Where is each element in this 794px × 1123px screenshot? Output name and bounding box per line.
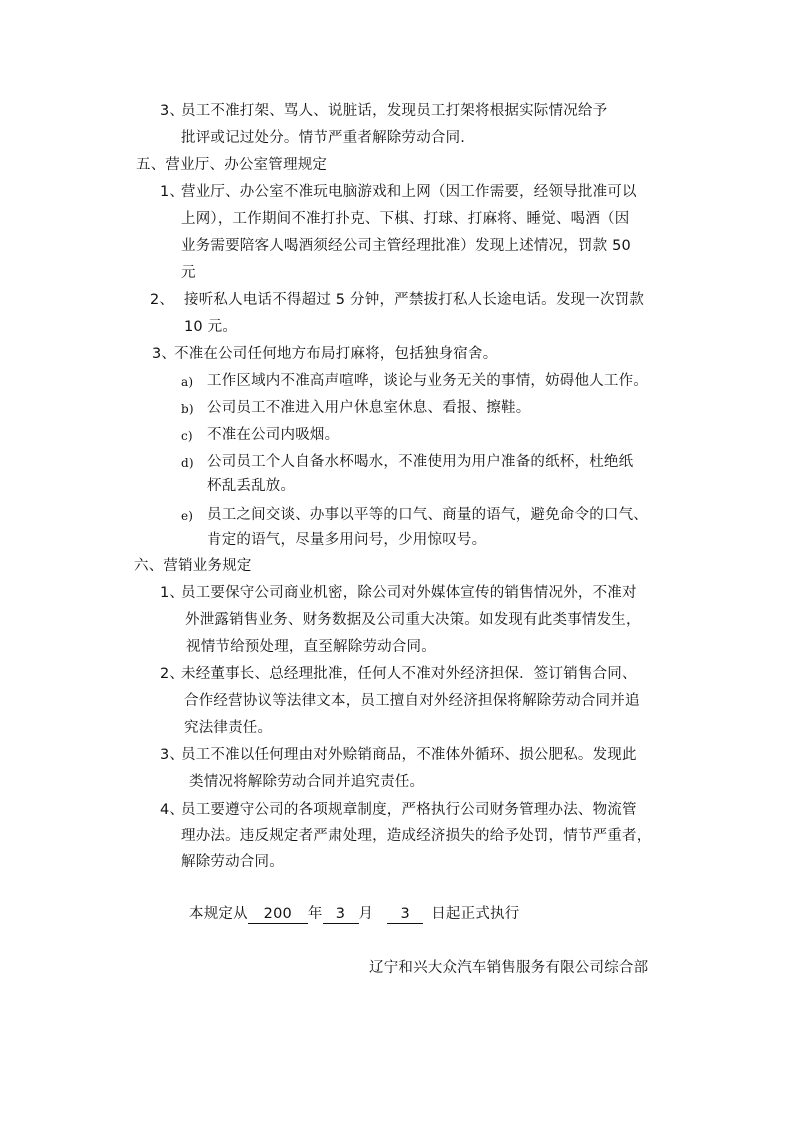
sec5-item2-line1: 接听私人电话不得超过 5 分钟，严禁拔打私人长途电话。发现一次罚款 — [184, 292, 645, 308]
sec5-item1-line3: 业务需要陪客人喝酒须经公司主管经理批准）发现上述情况，罚款 50 — [181, 238, 631, 254]
sec6-item1-line2: 外泄露销售业务、财务数据及公司重大决策。如发现有此类事情发生， — [185, 612, 641, 628]
effective-month-blank: 3 — [323, 905, 359, 924]
sec4-item3-number: 3、 — [160, 103, 185, 119]
effective-day-blank: 3 — [387, 905, 423, 924]
effective-month-unit: 月 — [358, 906, 374, 922]
sec6-item4-line1: 员工要遵守公司的各项规章制度，严格执行公司财务管理办法、物流管 — [181, 802, 637, 818]
sec6-item1-line3: 视情节给预处理，直至解除劳动合同。 — [186, 639, 436, 655]
sec5-sub-b-line1: 公司员工不准进入用户休息室休息、看报、擦鞋。 — [207, 400, 531, 416]
sec5-sub-c-line1: 不准在公司内吸烟。 — [207, 427, 340, 443]
signature-department: 辽宁和兴大众汽车销售服务有限公司综合部 — [369, 960, 649, 976]
sec6-item3-number: 3、 — [160, 747, 185, 763]
sec6-item3-line2: 类情况将解除劳动合同并追究责任。 — [189, 774, 425, 790]
sec6-item4-line3: 解除劳动合同。 — [181, 854, 284, 870]
sec5-sub-a-line1: 工作区域内不准高声喧哗，谈论与业务无关的事情，妨碍他人工作。 — [207, 373, 648, 389]
sec5-item1-line4: 元 — [181, 265, 196, 281]
sec4-item3-line1: 员工不准打架、骂人、说脏话，发现员工打架将根据实际情况给予 — [181, 103, 608, 119]
sec5-item1-number: 1、 — [160, 184, 185, 200]
sec6-item3-line1: 员工不准以任何理由对外赊销商品，不准体外循环、损公肥私。发现此 — [181, 747, 637, 763]
sec6-item2-number: 2、 — [160, 666, 185, 682]
sec6-item2-line2: 合作经营协议等法律文本，员工擅自对外经济担保将解除劳动合同并追 — [184, 693, 640, 709]
sec6-heading: 六、营销业务规定 — [134, 558, 252, 574]
sec5-sub-b-label: b) — [181, 402, 194, 416]
effective-suffix: 日起正式执行 — [431, 906, 520, 922]
sec6-item2-line1: 未经董事长、总经理批准，任何人不准对外经济担保．签订销售合同、 — [181, 666, 637, 682]
sec5-sub-d-line2: 杯乱丢乱放。 — [207, 478, 296, 494]
sec5-item3-line1: 不准在公司任何地方布局打麻将，包括独身宿舍。 — [174, 346, 498, 362]
sec5-sub-a-label: a) — [181, 375, 194, 389]
sec5-item1-line1: 营业厅、办公室不准玩电脑游戏和上网（因工作需要，经领导批准可以 — [181, 184, 637, 200]
sec4-item3-line2: 批评或记过处分。情节严重者解除劳动合同. — [181, 130, 466, 146]
sec5-item3-number: 3、 — [152, 346, 177, 362]
sec5-sub-e-line2: 肯定的语气，尽量多用问号，少用惊叹号。 — [207, 532, 487, 548]
sec5-sub-d-label: d) — [181, 456, 194, 470]
sec5-item2-number: 2、 — [150, 292, 175, 308]
sec6-item1-line1: 员工要保守公司商业机密，除公司对外媒体宣传的销售情况外，不准对 — [181, 585, 637, 601]
effective-prefix: 本规定从 — [189, 906, 248, 922]
sec5-sub-e-label: e) — [181, 509, 194, 523]
effective-year-unit: 年 — [307, 906, 323, 922]
sec5-heading: 五、营业厅、办公室管理规定 — [136, 157, 328, 173]
sec5-item1-line2: 上网），工作期间不准打扑克、下棋、打球、打麻将、睡觉、喝酒（因 — [181, 211, 630, 227]
sec5-sub-d-line1: 公司员工个人自备水杯喝水，不准使用为用户准备的纸杯，杜绝纸 — [207, 454, 634, 470]
sec6-item4-number: 4、 — [160, 802, 185, 818]
sec5-sub-e-line1: 员工之间交谈、办事以平等的口气、商量的语气，避免命令的口气、 — [207, 507, 648, 523]
sec5-item2-line2: 10 元。 — [184, 319, 238, 335]
effective-year-blank: 200 — [248, 905, 308, 924]
effective-date-line — [189, 904, 519, 924]
sec6-item2-line3: 究法律责任。 — [184, 720, 273, 736]
sec6-item4-line2: 理办法。违反规定者严肃处理，造成经济损失的给予处罚，情节严重者， — [181, 828, 652, 844]
sec5-sub-c-label: c) — [181, 429, 193, 443]
sec6-item1-number: 1、 — [160, 585, 185, 601]
